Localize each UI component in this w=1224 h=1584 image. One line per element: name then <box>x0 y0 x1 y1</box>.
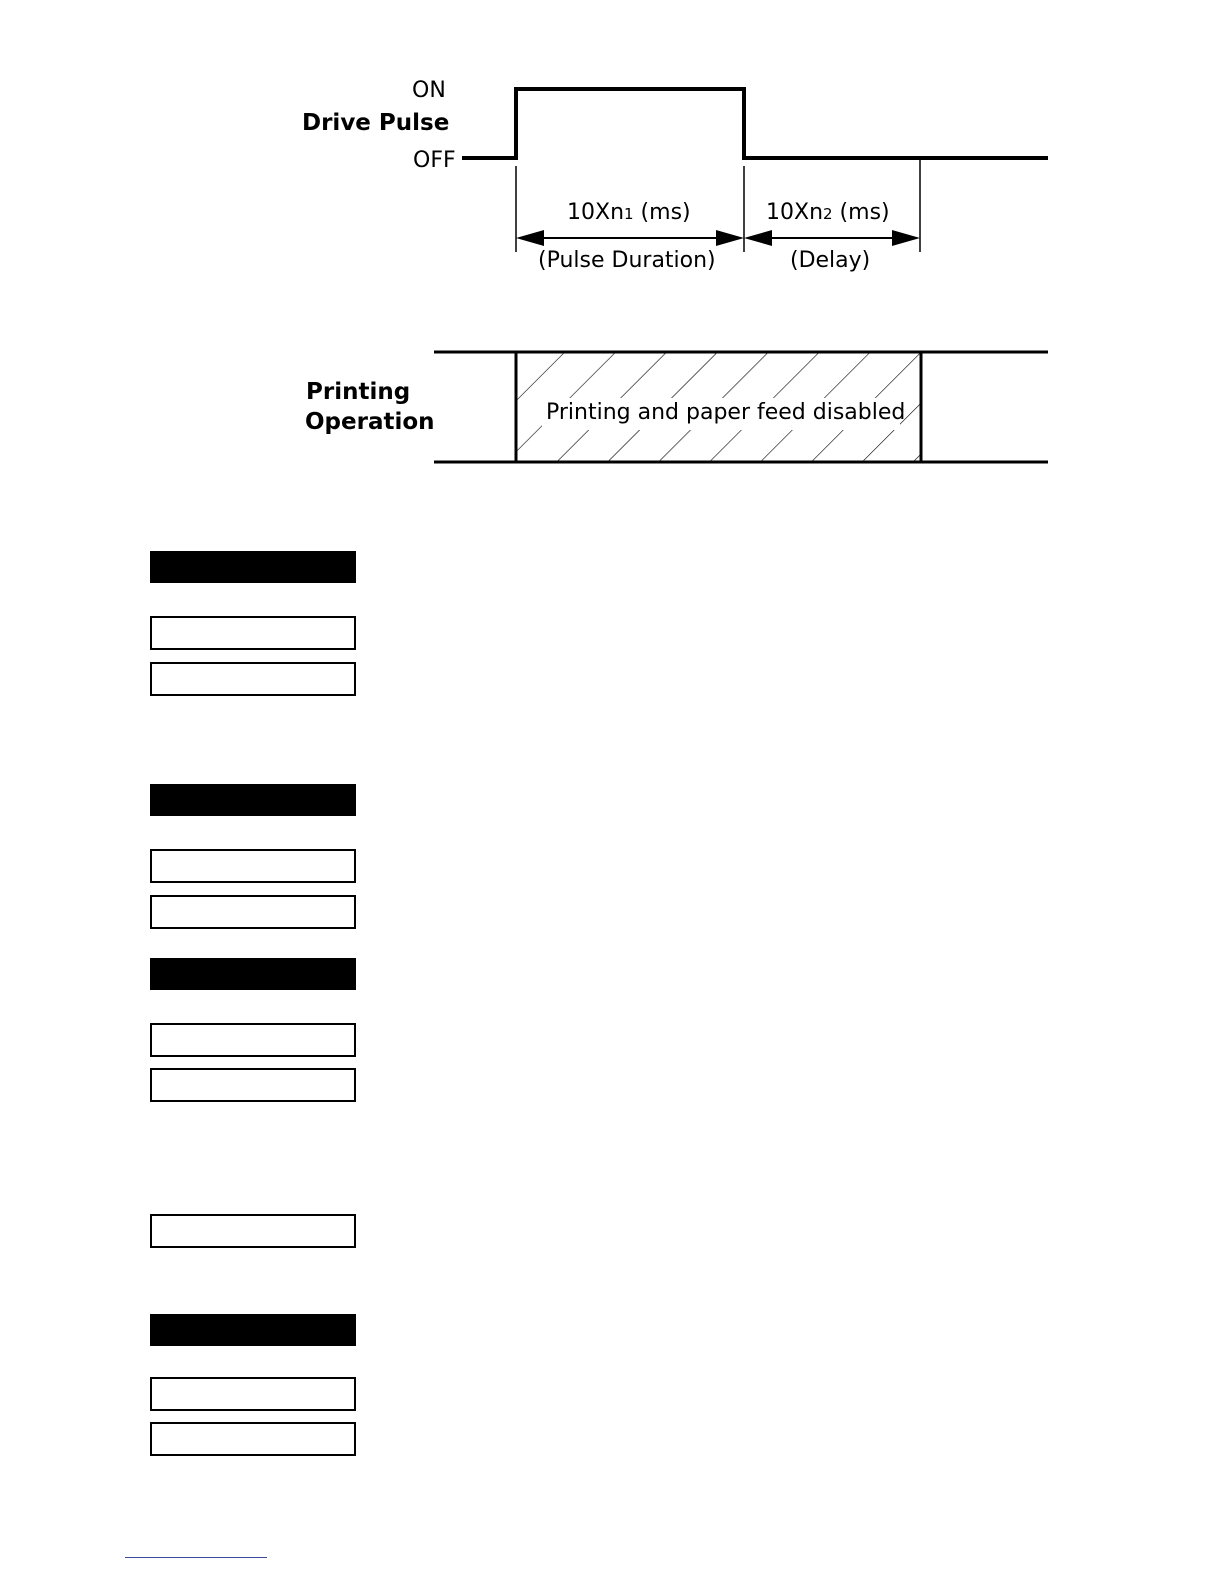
pulse-duration-arrow <box>516 230 744 246</box>
delay-label <box>766 202 890 224</box>
field-box-5 <box>150 1023 356 1057</box>
printing-operation-title-line2: Operation <box>305 409 435 435</box>
drive-pulse-title: Drive Pulse <box>302 110 450 136</box>
field-box-8 <box>150 1377 356 1411</box>
on-label: ON <box>412 78 446 103</box>
delay-subscript: 2 <box>823 205 833 223</box>
delay-arrow <box>744 230 920 246</box>
pulse-duration-subscript: 1 <box>624 205 634 223</box>
field-box-1 <box>150 616 356 650</box>
section-header-bar-1 <box>150 551 356 583</box>
printing-disabled-text: Printing and paper feed disabled <box>546 400 906 425</box>
section-header-bar-3 <box>150 958 356 990</box>
field-box-3 <box>150 849 356 883</box>
footer-rule <box>125 1557 267 1558</box>
delay-caption: (Delay) <box>790 248 871 273</box>
pulse-duration-label <box>567 202 691 224</box>
delay-value: 10Xn <box>766 200 824 225</box>
field-box-2 <box>150 662 356 696</box>
pulse-duration-unit: (ms) <box>633 200 691 225</box>
drive-pulse-waveform <box>462 89 1048 158</box>
off-label: OFF <box>413 148 456 173</box>
field-box-9 <box>150 1422 356 1456</box>
section-header-bar-4 <box>150 1314 356 1346</box>
printing-operation-title-line1: Printing <box>306 379 411 405</box>
section-header-bar-2 <box>150 784 356 816</box>
field-box-4 <box>150 895 356 929</box>
field-box-7 <box>150 1214 356 1248</box>
delay-unit: (ms) <box>832 200 890 225</box>
field-box-6 <box>150 1068 356 1102</box>
pulse-duration-caption: (Pulse Duration) <box>538 248 716 273</box>
pulse-duration-value: 10Xn <box>567 200 625 225</box>
